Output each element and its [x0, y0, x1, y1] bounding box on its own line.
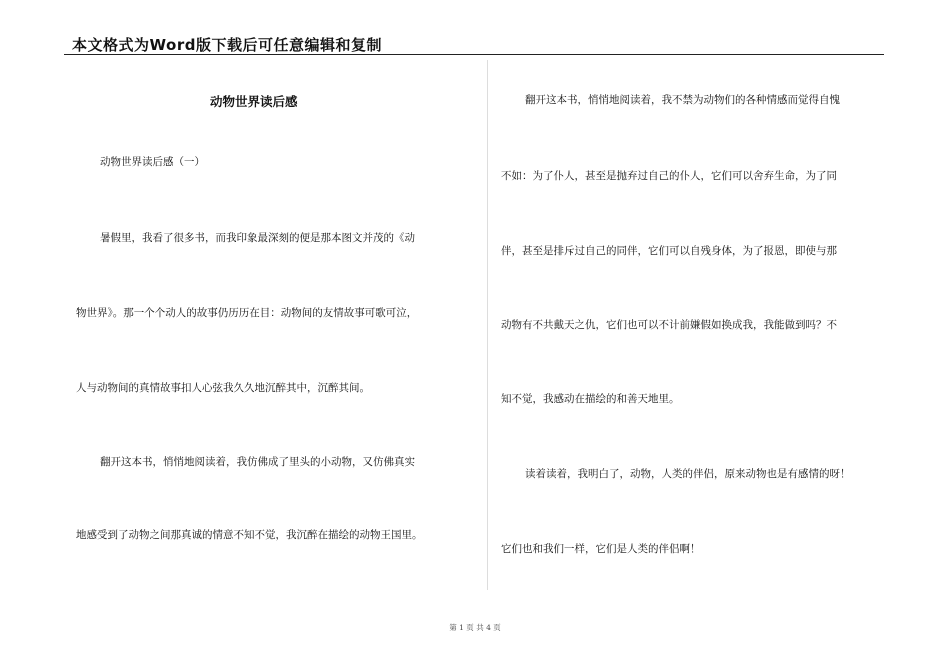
paragraph-line: 不如：为了仆人，甚至是抛弃过自己的仆人，它们可以舍弃生命，为了同 [501, 170, 837, 182]
paragraph-line: 翻开这本书，悄悄地阅读着，我仿佛成了里头的小动物，又仿佛真实 [100, 456, 415, 468]
paragraph-line: 它们也和我们一样，它们是人类的伴侣啊！ [501, 543, 701, 555]
paragraph-line: 翻开这本书，悄悄地阅读着，我不禁为动物们的各种情感而觉得自愧 [525, 94, 840, 106]
paragraph-line: 地感受到了动物之间那真诚的情意不知不觉，我沉醉在描绘的动物王国里。 [76, 529, 423, 541]
paragraph-line: 动物有不共戴天之仇，它们也可以不计前嫌假如换成我，我能做到吗？不 [501, 319, 837, 331]
paragraph-line: 伴，甚至是排斥过自己的同伴，它们可以自残身体，为了报恩，即使与那 [501, 245, 837, 257]
paragraph-line: 读着读着，我明白了，动物，人类的伴侣，原来动物也是有感情的呀！ [525, 468, 851, 480]
paragraph-line: 人与动物间的真情故事扣人心弦我久久地沉醉其中，沉醉其间。 [76, 382, 370, 394]
column-gutter [487, 60, 488, 590]
document-title: 动物世界读后感 [210, 94, 298, 109]
header-divider [64, 54, 884, 55]
paragraph-line: 暑假里，我看了很多书，而我印象最深刻的便是那本图文并茂的《动 [100, 232, 415, 244]
paragraph-line: 动物世界读后感（一） [100, 156, 205, 168]
header-title: 本文格式为Word版下载后可任意编辑和复制 [72, 36, 382, 54]
paragraph-line: 知不觉，我感动在描绘的和善天地里。 [501, 393, 680, 405]
paragraph-line: 物世界》。那一个个动人的故事仍历历在目：动物间的友情故事可歌可泣， [76, 307, 418, 319]
page-number: 第 1 页 共 4 页 [449, 623, 501, 632]
